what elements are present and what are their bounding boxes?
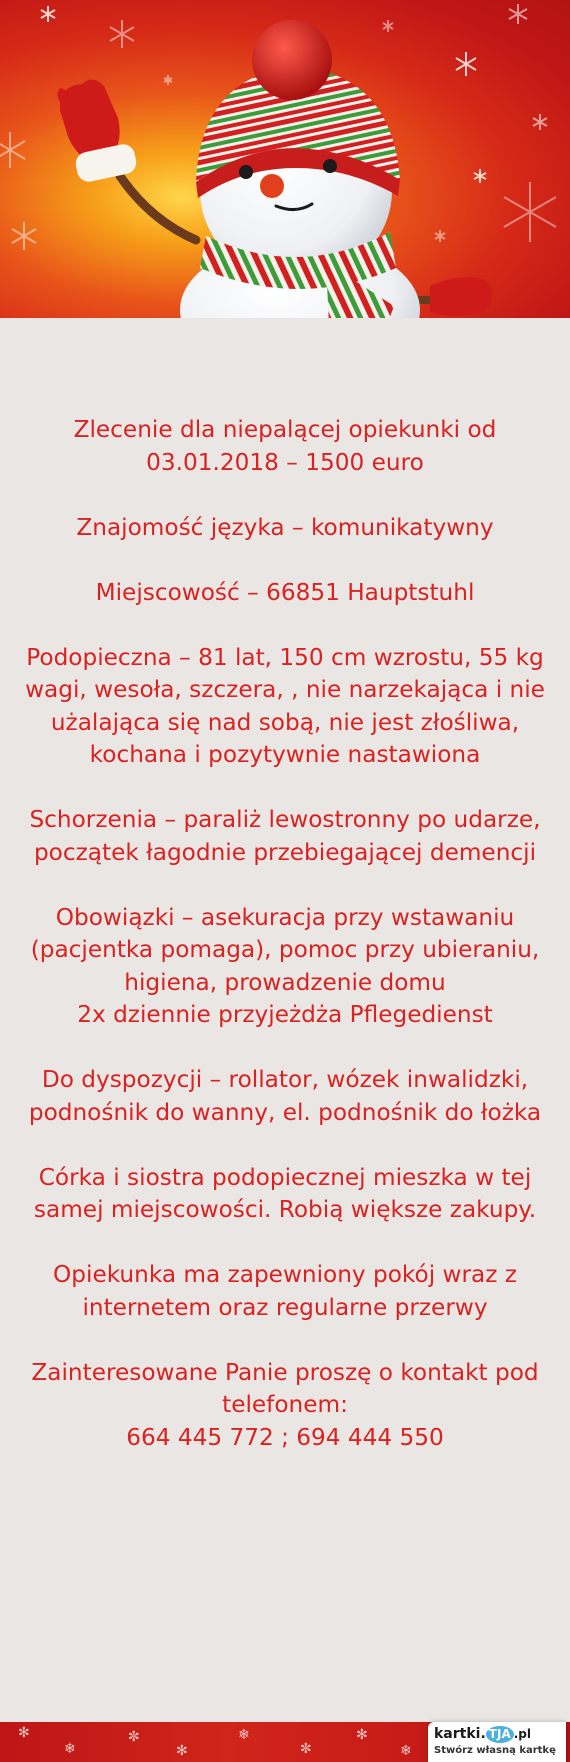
snowflake-icon: ✻ [18,1725,30,1741]
snowman-waving-icon [0,0,570,318]
message-paragraph-patient: Podopieczna – 81 lat, 150 cm wzrostu, 55 kg wagi, wesoła, szczera, , nie narzekająca i nie użalająca się nad sobą, nie jest złośliwa, kochana i pozytywnie nastawiona [25,643,545,768]
snowflake-icon: ✼ [128,1729,140,1745]
message-paragraph-conditions: Schorzenia – paraliż lewostronny po udarze, początek łagodnie przebiegającej demencji [29,806,541,866]
snowflake-icon: ❄ [238,1727,250,1743]
logo-brand-badge: TJA [486,1726,514,1743]
message-paragraph-duties: Obowiązki – asekuracja przy wstawaniu (pacjentka pomaga), pomoc przy ubieraniu, higiena, prowadzenie domu 2x dziennie przyjeżdża Pflegedienst [30,903,540,1028]
message-paragraph-location: Miejscowość – 66851 Hauptstuhl [95,578,475,606]
message-paragraph-offer: Zlecenie dla niepalącej opiekunki od 03.01.2018 – 1500 euro [73,416,497,476]
message-paragraph-contact: Zainteresowane Panie proszę o kontakt pod telefonem: 664 445 772 ; 694 444 550 [31,1358,539,1451]
message-paragraph-equipment: Do dyspozycji – rollator, wózek inwalidzki, podnośnik do wanny, el. podnośnik do łożka [28,1066,542,1126]
message-text [20,414,550,1454]
logo-brand-suffix: .pl [513,1727,531,1741]
logo-wordmark [434,1725,531,1743]
message-paragraph-family: Córka i siostra podopiecznej mieszka w tej samej miejscowości. Robią większe zakupy. [33,1163,537,1223]
message-paragraph-language: Znajomość języka – komunikatywny [76,513,494,541]
header-banner [0,0,570,318]
snowflake-icon: ✼ [300,1741,312,1757]
logo-tagline: Stwórz własną kartkę [434,1745,556,1756]
site-logo[interactable] [428,1722,566,1762]
snowflake-icon: ✻ [176,1743,188,1759]
snowflake-icon: ✻ [356,1727,368,1743]
snowflake-icon: ❄ [400,1743,412,1759]
snowflake-icon: ❄ [64,1741,76,1757]
message-paragraph-accommodation: Opiekunka ma zapewniony pokój wraz z internetem oraz regularne przerwy [53,1261,517,1321]
logo-brand-prefix: kartki. [434,1726,486,1742]
